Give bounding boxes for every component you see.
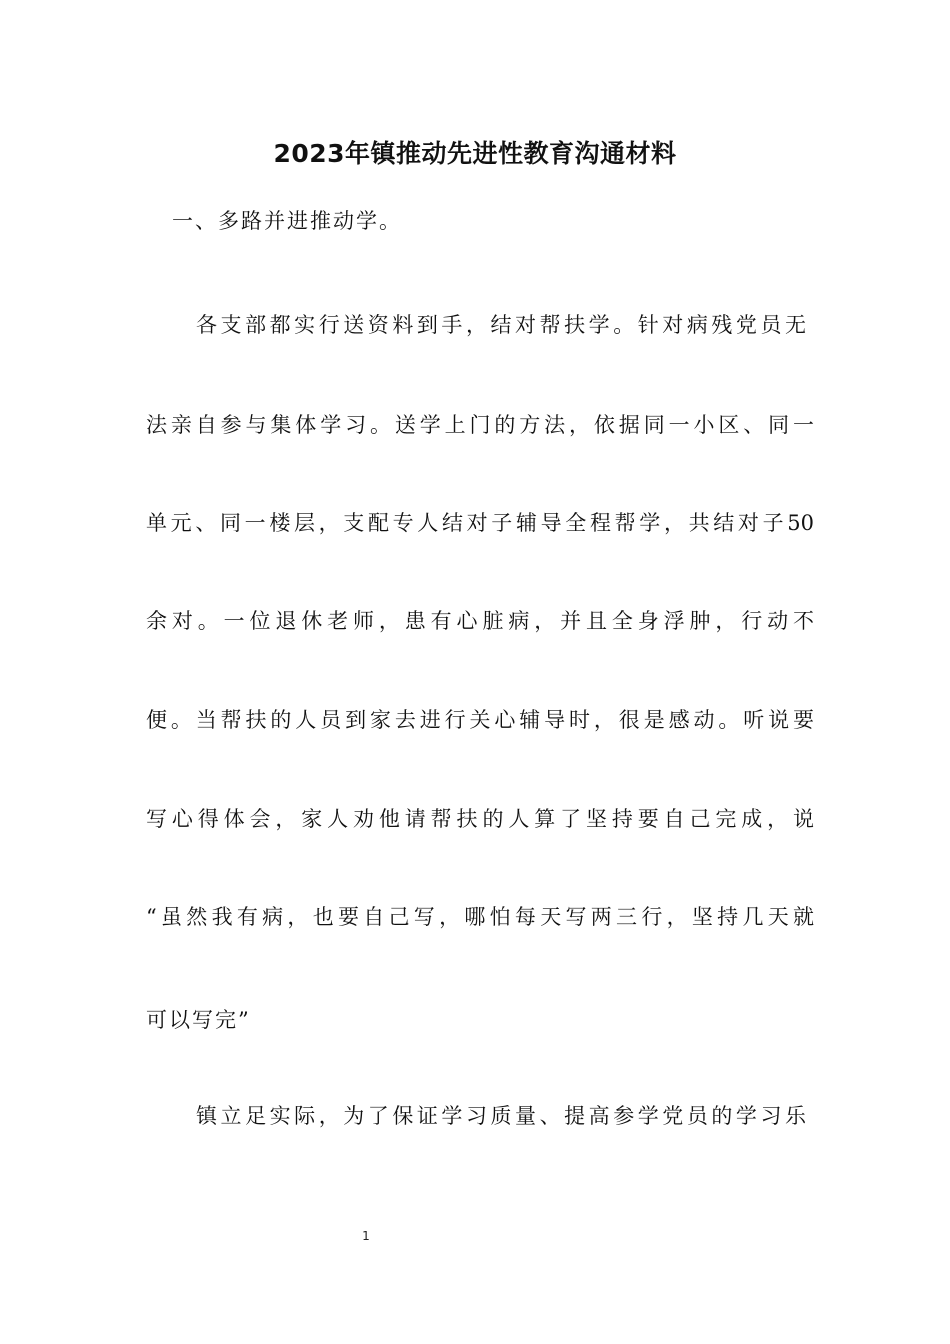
paragraph-line: 写心得体会，家人劝他请帮扶的人算了坚持要自己完成，说 — [146, 807, 814, 831]
paragraph-line: 镇立足实际，为了保证学习质量、提高参学党员的学习乐 — [196, 1104, 806, 1128]
paragraph-line: 各支部都实行送资料到手，结对帮扶学。针对病残党员无 — [196, 313, 806, 337]
paragraph-line: 便。当帮扶的人员到家去进行关心辅导时，很是感动。听说要 — [146, 708, 814, 732]
section-heading: 一、多路并进推动学。 — [172, 209, 402, 233]
paragraph-line: 法亲自参与集体学习。送学上门的方法，依据同一小区、同一 — [146, 413, 814, 437]
paragraph-line: 余对。一位退休老师，患有心脏病，并且全身浮肿，行动不 — [146, 609, 814, 633]
document-title: 2023年镇推动先进性教育沟通材料 — [273, 139, 677, 168]
paragraph-line: 可以写完” — [146, 1008, 251, 1032]
paragraph-line: “虽然我有病，也要自己写，哪怕每天写两三行，坚持几天就 — [146, 905, 814, 929]
page-number: 1 — [362, 1229, 370, 1243]
paragraph-line: 单元、同一楼层，支配专人结对子辅导全程帮学，共结对子50 — [146, 511, 814, 535]
